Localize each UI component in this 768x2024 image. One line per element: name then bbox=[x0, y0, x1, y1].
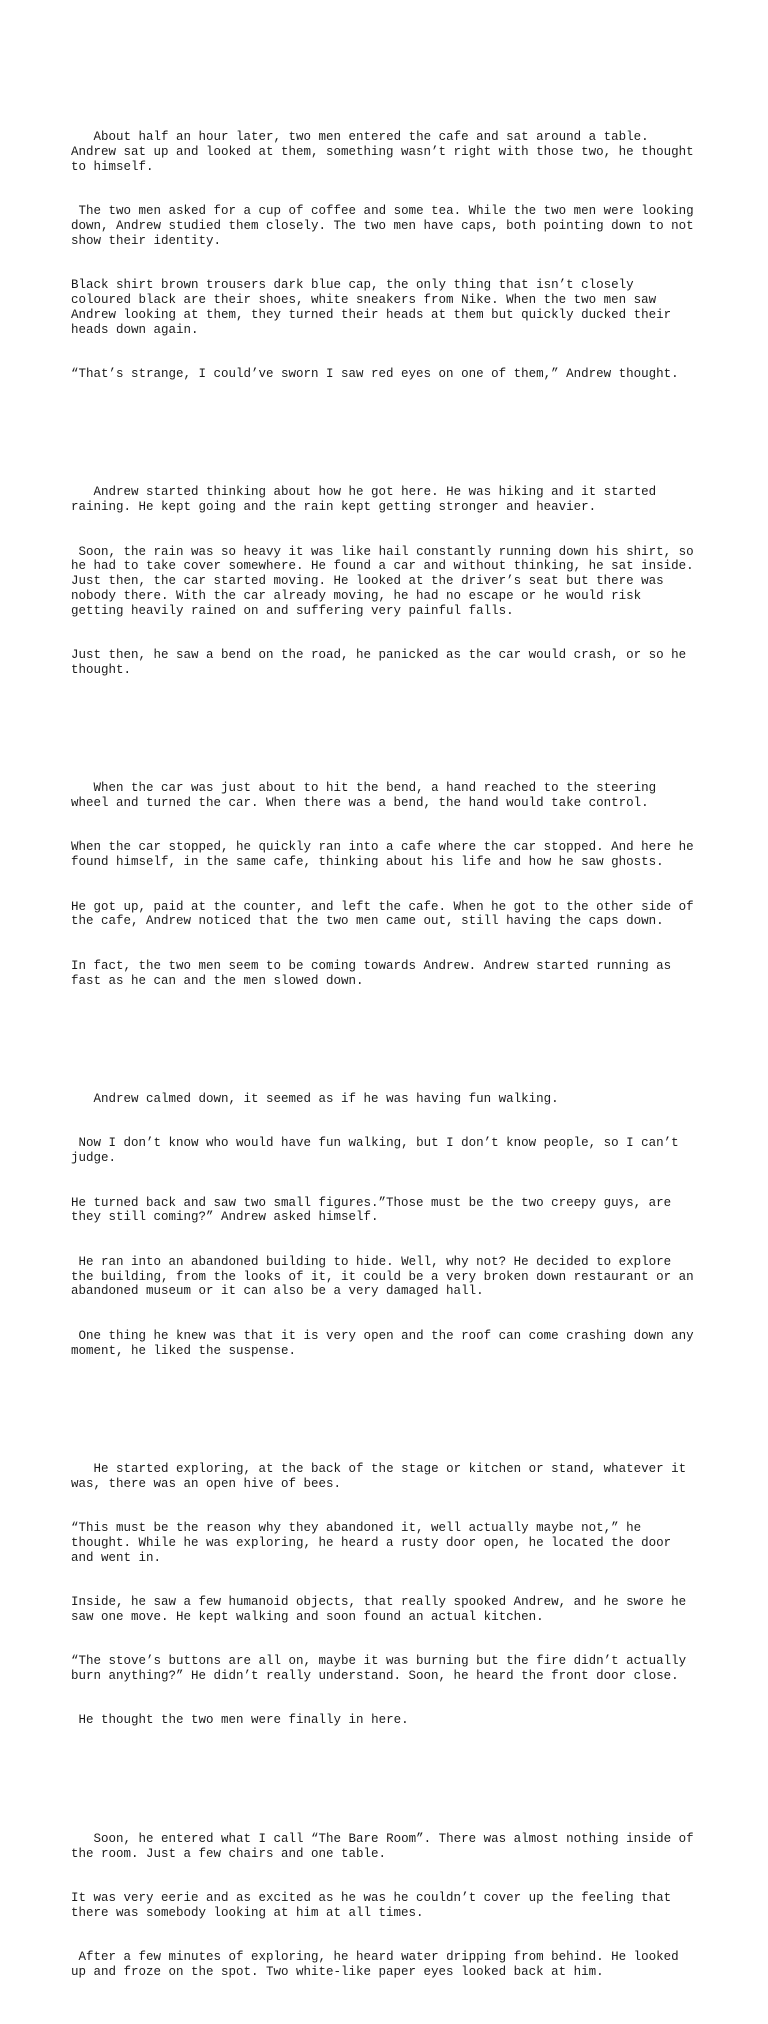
paragraph bbox=[71, 1062, 701, 1388]
text-line: The two men asked for a cup of coffee and some tea. While the two men were looking down, Andrew studied them closely. The two men have caps, both pointing down to not show their identity. bbox=[71, 204, 702, 248]
text-line: “The stove’s buttons are all on, maybe it was burning but the fire didn’t actually burn anything?” He didn’t really understand. Soon, he heard the front door close. bbox=[71, 1654, 694, 1684]
text-line: He got up, paid at the counter, and left the cafe. When he got to the other side of the cafe, Andrew noticed that the two men came out, still having the caps down. bbox=[71, 899, 702, 929]
text-line: Inside, he saw a few humanoid objects, that really spooked Andrew, and he swore he saw one move. He kept walking and soon found an actual kitchen. bbox=[71, 1595, 694, 1624]
text-line: When the car stopped, he quickly ran into a cafe where the car stopped. And here he found himself, in the same cafe, thinking about his life and how he saw ghosts. bbox=[71, 840, 702, 870]
text-line: Andrew started thinking about how he got here. He was hiking and it started raining. He kept going and the rain kept getting stronger and heavier. bbox=[71, 485, 664, 515]
text-line: It was very eerie and as excited as he was he couldn’t cover up the feeling that there was somebody looking at him at all times. bbox=[71, 1891, 679, 1920]
text-line: When the car was just about to hit the bend, a hand reached to the steering wheel and turned the car. When there was a bend, the hand would take control. bbox=[71, 781, 664, 811]
text-line: Soon, he entered what I call “The Bare Room”. There was almost nothing inside of the room. Just a few chairs and one table. bbox=[71, 1831, 702, 1861]
text-line: He thought the two men were finally in here. bbox=[71, 1713, 409, 1728]
paragraph bbox=[71, 101, 701, 412]
text-line: One thing he knew was that it is very open and the roof can come crashing down any moment, he liked the suspense. bbox=[71, 1328, 702, 1358]
text-line: In fact, the two men seem to be coming towards Andrew. Andrew started running as fast as he can and the men slowed down. bbox=[71, 958, 679, 988]
text-line: He ran into an abandoned building to hide. Well, why not? He decided to explore the building, from the looks of it, it could be a very broken down restaurant or an abandoned museum or it can also be a very damaged hall. bbox=[71, 1254, 702, 1299]
text-line: Now I don’t know who would have fun walking, but I don’t know people, so I can’t judge. bbox=[71, 1136, 687, 1166]
text-line: “This must be the reason why they abandoned it, well actually maybe not,” he thought. While he was exploring, he heard a rusty door open, he located the door and went in. bbox=[71, 1521, 679, 1565]
text-line: After a few minutes of exploring, he heard water dripping from behind. He looked up and froze on the spot. Two white-like paper eyes looked back at him. bbox=[71, 1950, 687, 1979]
paragraph bbox=[71, 456, 701, 708]
paragraph bbox=[71, 1802, 701, 2009]
text-line: About half an hour later, two men entered the cafe and sat around a table. Andrew sat up and looked at them, something wasn’t right with those two, he thought to himself. bbox=[71, 130, 702, 174]
text-line: Andrew calmed down, it seemed as if he was having fun walking. bbox=[71, 1091, 559, 1106]
text-line: Soon, the rain was so heavy it was like hail constantly running down his shirt, so he had to take cover somewhere. He found a car and without thinking, he sat inside. Just then, the car started moving. He looked at the driver’s seat but there was nobody there. With the car already moving, he had no escape or he would risk getting heavily rained on and suffering very painful falls. bbox=[71, 544, 702, 618]
text-line: “That’s strange, I could’ve sworn I saw red eyes on one of them,” Andrew thought. bbox=[71, 366, 679, 381]
document-page bbox=[71, 71, 701, 2024]
paragraph bbox=[71, 752, 701, 1018]
text-line: He started exploring, at the back of the stage or kitchen or stand, whatever it was, there was an open hive of bees. bbox=[71, 1461, 694, 1491]
paragraph bbox=[71, 1432, 701, 1758]
text-line: Black shirt brown trousers dark blue cap, the only thing that isn’t closely coloured black are their shoes, white sneakers from Nike. When the two men saw Andrew looking at them, they turned their heads at them but quickly ducked their heads down again. bbox=[71, 278, 679, 337]
text-line: Just then, he saw a bend on the road, he panicked as the car would crash, or so he thought. bbox=[71, 648, 694, 677]
text-line: He turned back and saw two small figures.”Those must be the two creepy guys, are they still coming?” Andrew asked himself. bbox=[71, 1195, 679, 1225]
